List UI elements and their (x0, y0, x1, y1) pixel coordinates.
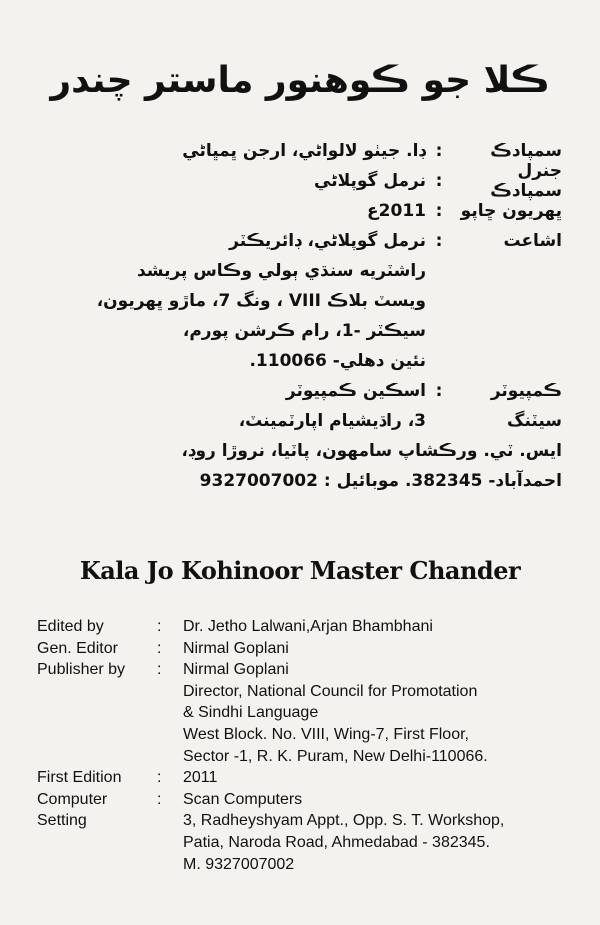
sindhi-value-computer: اسڪين ڪمپيوٽر (285, 381, 426, 401)
sindhi-publisher-line (32, 256, 562, 286)
sindhi-imprint (32, 136, 562, 496)
sindhi-publisher-line-text: نئين دهلي- 110066. (249, 351, 426, 371)
colon: : (435, 141, 443, 161)
colon: : (435, 231, 443, 251)
english-value (183, 789, 577, 811)
sindhi-value-publisher: نرمل گوپلاڻي، ڊائريڪٽر (229, 231, 426, 251)
colon (157, 810, 183, 875)
colon: : (435, 171, 443, 191)
english-value (183, 616, 577, 638)
english-value-line: Director, National Council for Promotation (183, 682, 478, 700)
english-row-publisher (37, 659, 577, 767)
english-value-line: 2011 (183, 769, 218, 787)
colon: : (435, 201, 443, 221)
english-label: Computer (37, 790, 108, 808)
english-row-computer (37, 789, 577, 811)
colon: : (157, 639, 162, 657)
colon: : (435, 381, 443, 401)
english-row-gen-editor (37, 638, 577, 660)
english-row-setting (37, 810, 577, 875)
english-value-line: West Block. No. VIII, Wing-7, First Floor, (183, 725, 469, 743)
english-value-line: Nirmal Goplani (183, 661, 289, 679)
sindhi-publisher-line-text: راشٽريه سنڌي ٻولي وڪاس پريشد (136, 261, 426, 281)
sindhi-title: ڪلا جو ڪوهنور ماستر چندر (50, 60, 550, 101)
sindhi-row-gen-editor (32, 161, 562, 201)
english-label: First Edition (37, 769, 122, 787)
sindhi-label-editor: سمپادڪ (490, 141, 562, 161)
english-value-line: Patia, Naroda Road, Ahmedabad - 382345. (183, 833, 490, 851)
sindhi-label-edition: ڀهريون ڇاپو (460, 201, 562, 221)
sindhi-row-computer (32, 376, 562, 406)
sindhi-value-setting: 3، راڌيشيام اپارٽمينٽ، (238, 411, 426, 431)
sindhi-value-gen-editor: نرمل گوپلاڻي (314, 171, 426, 191)
english-label: Setting (37, 812, 87, 830)
colon: : (157, 769, 162, 787)
english-value-line: Dr. Jetho Lalwani,Arjan Bhambhani (183, 618, 433, 635)
sindhi-label-computer: ڪمپيوٽر (490, 381, 562, 401)
sindhi-row-edition (32, 196, 562, 226)
sindhi-publisher-line-text: ويسٽ بلاڪ VIII ، ونگ 7، ماڙو ڀهريون، (96, 291, 426, 311)
colon: : (157, 790, 162, 808)
english-imprint (37, 616, 577, 875)
english-row-edited-by (37, 616, 577, 638)
sindhi-value-editor: ڊا. جيٺو لالواڻي، ارجن ڀمڀاڻي (182, 141, 426, 161)
english-value (183, 638, 577, 660)
english-value-line: Scan Computers (183, 790, 303, 808)
sindhi-publisher-line (32, 316, 562, 346)
sindhi-row-publisher (32, 226, 562, 256)
english-value (183, 659, 577, 767)
sindhi-publisher-line-text: سيڪٽر -1، رام ڪرشن پورم، (182, 321, 426, 341)
sindhi-publisher-line (32, 346, 562, 376)
english-label: Publisher by (37, 661, 126, 679)
english-value-line: Sector -1, R. K. Puram, New Delhi-110066. (183, 747, 488, 765)
sindhi-setting-line: ايس. ٽي. ورڪشاپ سامهون، پاٽيا، نروڙا روڊ، (181, 441, 562, 461)
sindhi-publisher-line (32, 286, 562, 316)
sindhi-setting-line: احمدآباد- 382345. موبائيل : 9327007002 (199, 471, 562, 491)
english-value-line: M. 9327007002 (183, 855, 295, 873)
sindhi-row-setting (32, 406, 562, 436)
colon: : (157, 618, 162, 635)
english-value (183, 767, 577, 789)
english-value (183, 810, 577, 875)
sindhi-label-setting: سيٽنگ (507, 411, 562, 431)
english-label: Gen. Editor (37, 639, 118, 657)
english-row-first-edition (37, 767, 577, 789)
english-title: Kala Jo Kohinoor Master Chander (79, 556, 521, 585)
sindhi-label-publisher: اشاعت (503, 231, 562, 251)
english-value-line: & Sindhi Language (183, 704, 319, 722)
sindhi-label-gen-editor: جنرل سمپادڪ (490, 161, 562, 201)
english-value-line: 3, Radheyshyam Appt., Opp. S. T. Workshop, (183, 812, 505, 830)
colon: : (157, 661, 162, 679)
english-label: Edited by (37, 618, 104, 635)
sindhi-value-edition: 2011ع (367, 201, 426, 221)
english-value-line: Nirmal Goplani (183, 639, 289, 657)
